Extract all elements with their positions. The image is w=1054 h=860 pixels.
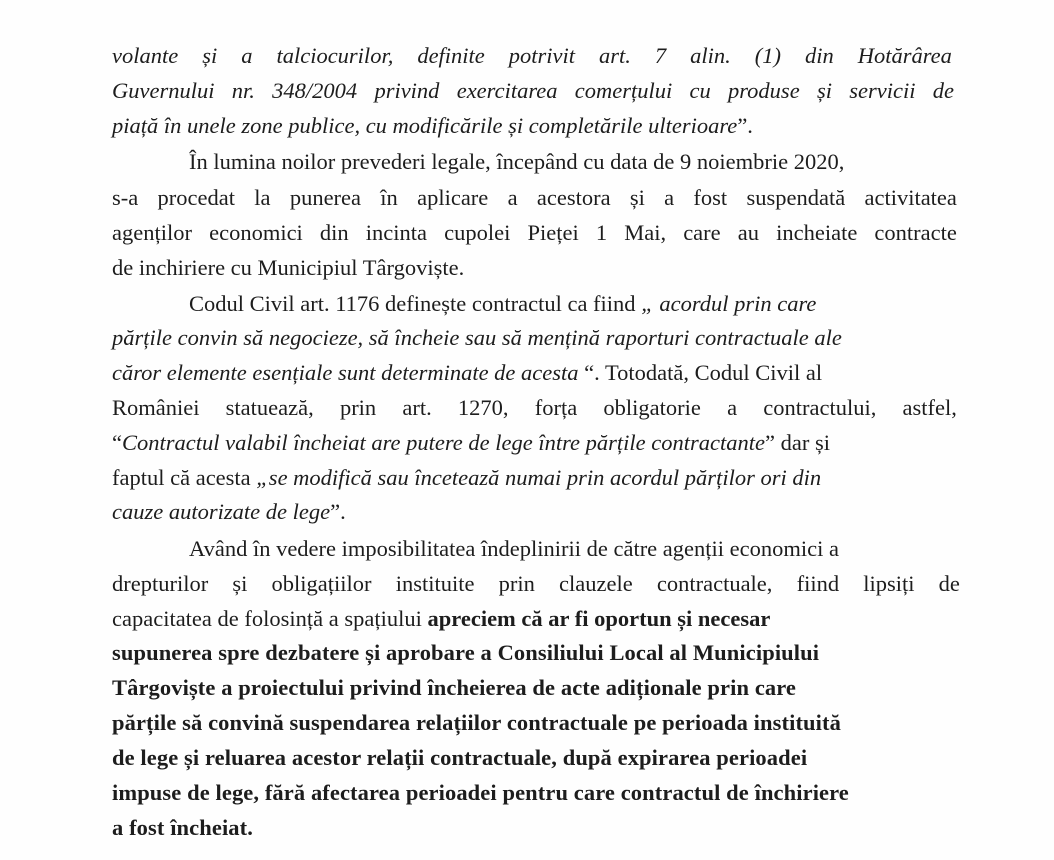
word: de (932, 78, 954, 103)
word: punerea (289, 185, 362, 210)
word: care (683, 220, 721, 245)
p3-line-5-text: ” dar și (765, 430, 830, 455)
word: art. (402, 395, 432, 420)
p1-line-2 (112, 76, 954, 106)
word: talciocurilor, (276, 43, 394, 68)
word: Pieței (527, 220, 579, 245)
word: contractului, (763, 395, 877, 420)
word: agenților (112, 220, 192, 245)
word: nr. (231, 78, 255, 103)
word: exercitarea (456, 78, 558, 103)
word: și (629, 185, 645, 210)
word: aplicare (417, 185, 489, 210)
word: servicii (849, 78, 916, 103)
word: 1270, (457, 395, 509, 420)
p1-line-1 (112, 41, 952, 71)
word: alin. (690, 43, 731, 68)
word: forța (534, 395, 578, 420)
word: Guvernului (112, 78, 215, 103)
word: a (241, 43, 253, 68)
p2-line-4: de inchiriere cu Municipiul Târgoviște. (112, 255, 465, 280)
p2-line-1: În lumina noilor prevederi legale, începând cu data de 9 noiembrie 2020, (189, 149, 845, 174)
p3-line-1-italic: „ acordul prin care (641, 291, 817, 316)
p3-line-5-open-quote: “ (112, 430, 122, 455)
p3-line-2 (112, 323, 842, 353)
p3-line-6-text: faptul că acesta (112, 465, 257, 490)
word: 1 (595, 220, 608, 245)
p4-line-8: impuse de lege, fără afectarea perioadei pentru care contractul de închiriere (112, 780, 849, 805)
word: și (816, 78, 832, 103)
word: cu (689, 78, 711, 103)
word: și (232, 571, 248, 596)
p4-line-7: de lege și reluarea acestor relații contractuale, după expirarea perioadei (112, 745, 808, 770)
word: economici (209, 220, 303, 245)
p1-line-3 (112, 111, 753, 141)
word: a (507, 185, 518, 210)
p3-line-7-italic: cauze autorizate de lege (112, 499, 331, 524)
p4-line-3 (112, 604, 770, 634)
word: produse (728, 78, 800, 103)
word: 348/2004 (272, 78, 358, 103)
p3-line-6 (112, 463, 821, 493)
p3-line-3 (112, 358, 822, 388)
word: comerțului (574, 78, 673, 103)
p2-line-2 (112, 183, 957, 213)
p4-line-9: a fost încheiat. (112, 815, 253, 840)
word: drepturilor (112, 571, 209, 596)
word: a (664, 185, 675, 210)
word: contractuale, (656, 571, 773, 596)
word: activitatea (864, 185, 957, 210)
p4-line-1: Având în vedere imposibilitatea îndeplinirii de către agenții economici a (189, 536, 839, 561)
word: lipsiți (863, 571, 915, 596)
word: clauzele (559, 571, 633, 596)
word: incinta (365, 220, 428, 245)
p3-line-5 (112, 428, 830, 458)
word: din (319, 220, 349, 245)
word: din (804, 43, 834, 68)
word: Hotărârea (857, 43, 952, 68)
word: și (202, 43, 218, 68)
p3-line-4 (112, 393, 957, 423)
word: volante (112, 43, 179, 68)
word: Mai, (624, 220, 667, 245)
p3-line-7 (112, 497, 346, 527)
word: României (112, 395, 200, 420)
word: obligațiilor (271, 571, 372, 596)
p3-line-1-text: Codul Civil art. 1176 definește contractul ca fiind (189, 291, 642, 316)
word: fiind (796, 571, 840, 596)
p4-line-2 (112, 569, 960, 599)
p2-line-3 (112, 218, 957, 248)
word: în (380, 185, 398, 210)
word: definite (417, 43, 485, 68)
p4-line-6: părțile să convină suspendarea relațiilor contractuale pe perioada instituită (112, 710, 841, 735)
word: procedat (157, 185, 235, 210)
p3-line-3-italic: căror elemente esențiale sunt determinate de acesta (112, 360, 579, 385)
word: obligatorie (603, 395, 701, 420)
word: contracte (874, 220, 957, 245)
word: suspendată (746, 185, 846, 210)
word: fost (693, 185, 728, 210)
p3-line-2-italic: părțile convin să negocieze, să încheie sau să mențină raporturi contractuale ale (112, 325, 842, 350)
word: a (727, 395, 738, 420)
p1-line-3-quote: ”. (737, 113, 753, 138)
word: 7 (654, 43, 667, 68)
p4-line-4: supunerea spre dezbatere și aprobare a Consiliului Local al Municipiului (112, 640, 820, 665)
word: statuează, (225, 395, 314, 420)
p4-line-5: Târgoviște a proiectului privind încheierea de acte adiționale prin care (112, 675, 797, 700)
word: cupolei (444, 220, 511, 245)
word: s-a (112, 185, 139, 210)
word: acestora (536, 185, 611, 210)
word: de (938, 571, 960, 596)
p4-line-3-text: capacitatea de folosință a spațiului (112, 606, 428, 631)
word: privind (374, 78, 440, 103)
p3-line-5-italic: Contractul valabil încheiat are putere de lege între părțile contractante (122, 430, 765, 455)
word: instituite (395, 571, 475, 596)
p3-line-1 (189, 289, 816, 319)
p1-line-3-italic: piață în unele zone publice, cu modificările și completările ulterioare (112, 113, 738, 138)
word: prin (498, 571, 535, 596)
word: (1) (754, 43, 781, 68)
word: la (254, 185, 271, 210)
word: au (737, 220, 759, 245)
word: astfel, (902, 395, 957, 420)
word: incheiate (776, 220, 858, 245)
word: prin (339, 395, 377, 420)
p3-line-3-text: “. Totodată, Codul Civil al (578, 360, 823, 385)
p3-line-7-text: ”. (330, 499, 346, 524)
p4-line-3-bold: apreciem că ar fi oportun și necesar (427, 606, 771, 631)
word: art. (599, 43, 631, 68)
word: potrivit (508, 43, 576, 68)
p3-line-6-italic: „se modifică sau încetează numai prin acordul părților ori din (256, 465, 822, 490)
